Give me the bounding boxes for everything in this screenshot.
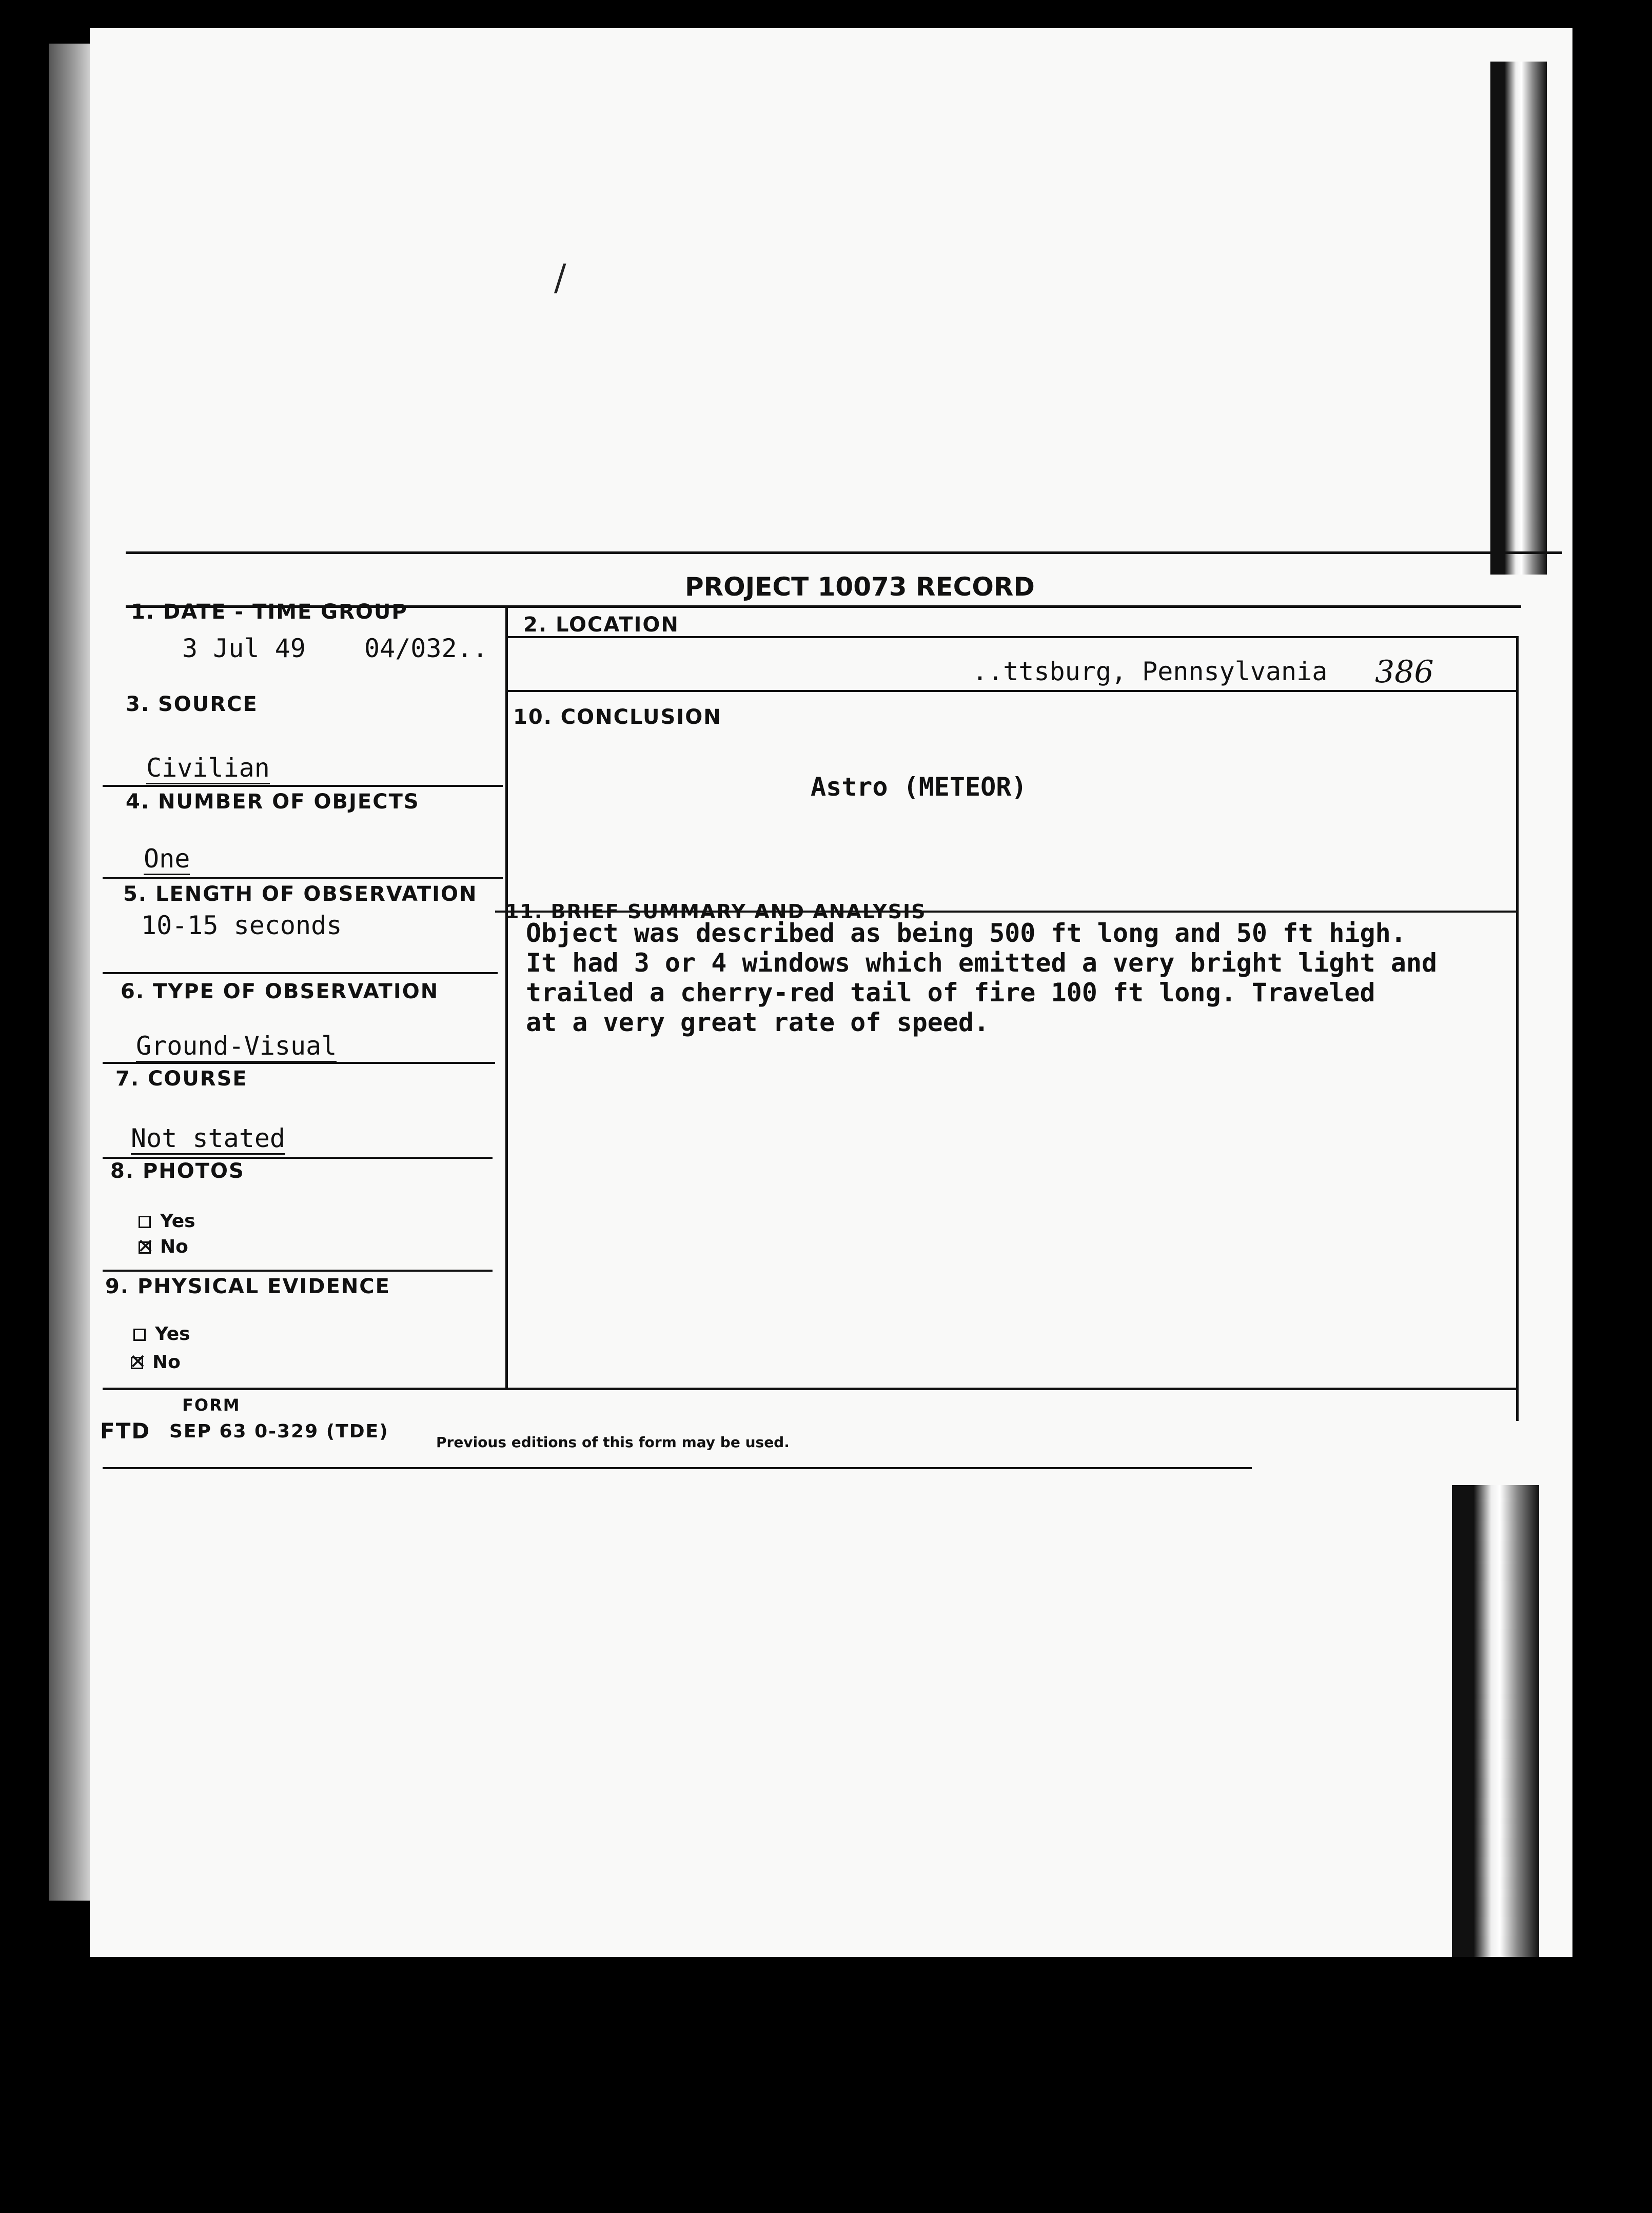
checked-checkbox-icon <box>139 1241 151 1254</box>
type-of-observation-value: Ground-Visual <box>136 1031 337 1062</box>
date-value: 3 Jul 49 <box>182 634 306 663</box>
course-label: 7. COURSE <box>115 1067 248 1091</box>
form-top-rule <box>126 551 1562 554</box>
date-time-label: 1. DATE - TIME GROUP <box>131 600 408 624</box>
evidence-no-label: No <box>152 1352 181 1373</box>
evidence-no-option <box>131 1352 181 1373</box>
checkbox-icon <box>139 1216 151 1228</box>
photos-bottom-rule <box>103 1270 493 1272</box>
source-value: Civilian <box>146 753 270 784</box>
course-bottom-rule <box>103 1157 493 1159</box>
summary-line: at a very great rate of speed. <box>526 1007 990 1037</box>
location-bottom-rule <box>505 690 1516 692</box>
photos-no-label: No <box>160 1236 188 1257</box>
form-id-prefix: FTD <box>100 1418 151 1444</box>
location-label: 2. LOCATION <box>523 613 679 637</box>
column-divider <box>505 605 508 1390</box>
summary-label: 11. BRIEF SUMMARY AND ANALYSIS <box>505 900 927 923</box>
length-of-observation-label: 5. LENGTH OF OBSERVATION <box>123 882 478 906</box>
checkbox-icon <box>133 1329 146 1341</box>
source-bottom-rule <box>103 785 503 787</box>
footer-rule <box>103 1467 1252 1469</box>
source-label: 3. SOURCE <box>126 693 258 716</box>
photos-yes-option <box>139 1211 195 1232</box>
handwritten-record-number: 386 <box>1375 654 1434 690</box>
form-title: PROJECT 10073 RECORD <box>685 572 1035 602</box>
film-edge-bottom <box>1452 1485 1539 1957</box>
form-edition-note: Previous editions of this form may be used. <box>436 1434 790 1451</box>
evidence-yes-option <box>133 1323 190 1345</box>
form-bottom-rule <box>103 1388 1519 1390</box>
photos-yes-label: Yes <box>160 1211 195 1232</box>
evidence-yes-label: Yes <box>155 1323 190 1345</box>
objects-bottom-rule <box>103 877 503 879</box>
summary-line: Object was described as being 500 ft long and 50 ft high. <box>526 918 1406 948</box>
number-of-objects-value: One <box>144 844 190 875</box>
form-word: FORM <box>182 1395 241 1415</box>
course-value: Not stated <box>131 1123 285 1155</box>
film-edge-top <box>1490 62 1547 575</box>
conclusion-label: 10. CONCLUSION <box>513 705 722 729</box>
length-bottom-rule <box>103 972 498 974</box>
summary-line: trailed a cherry-red tail of fire 100 ft long. Traveled <box>526 978 1375 1007</box>
checked-checkbox-icon <box>131 1357 143 1369</box>
sheet-shadow <box>49 44 90 1901</box>
time-value: 04/032.. <box>364 634 488 663</box>
photos-no-option <box>139 1236 188 1257</box>
length-of-observation-value: 10-15 seconds <box>141 911 342 940</box>
physical-evidence-label: 9. PHYSICAL EVIDENCE <box>105 1275 390 1298</box>
location-value: ..ttsburg, Pennsylvania <box>972 657 1328 686</box>
conclusion-value: Astro (METEOR) <box>811 772 1027 802</box>
right-border <box>1516 636 1519 1421</box>
number-of-objects-label: 4. NUMBER OF OBJECTS <box>126 790 420 814</box>
stray-mark: / <box>554 256 566 299</box>
summary-text <box>526 918 1449 1037</box>
form-id: SEP 63 0-329 (TDE) <box>169 1421 389 1442</box>
photos-label: 8. PHOTOS <box>110 1159 245 1183</box>
type-of-observation-label: 6. TYPE OF OBSERVATION <box>121 980 439 1003</box>
summary-line: It had 3 or 4 windows which emitted a very bright light and <box>526 948 1438 978</box>
